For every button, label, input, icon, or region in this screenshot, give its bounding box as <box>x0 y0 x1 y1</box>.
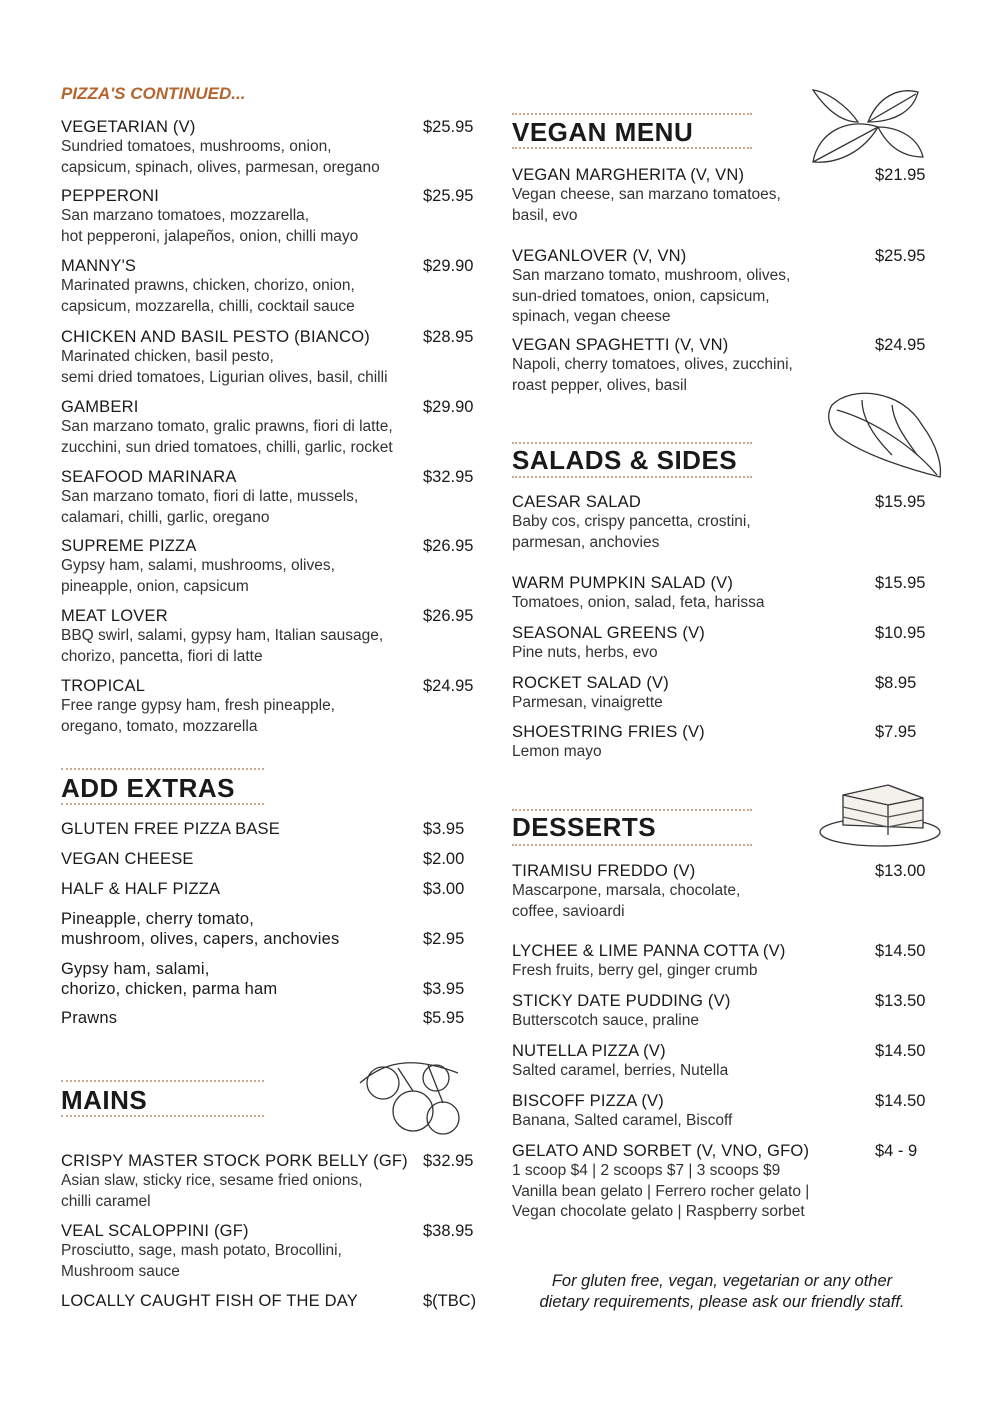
item-name: VEGAN CHEESE <box>61 850 194 868</box>
item-description: San marzano tomato, mushroom, olives, <box>512 267 791 284</box>
item-price: $25.95 <box>423 187 474 205</box>
item-name: HALF & HALF PIZZA <box>61 880 221 898</box>
item-price: $25.95 <box>423 118 474 136</box>
item-name: SEAFOOD MARINARA <box>61 468 237 486</box>
menu-item <box>61 819 481 839</box>
item-price: $24.95 <box>423 677 474 695</box>
item-name: CRISPY MASTER STOCK PORK BELLY (GF) <box>61 1152 408 1170</box>
item-name: Pineapple, cherry tomato, <box>61 910 255 928</box>
menu-item <box>61 327 481 388</box>
item-description: San marzano tomato, fiori di latte, mussels, <box>61 488 359 505</box>
item-name: GELATO AND SORBET (V, VNO, GFO) <box>512 1142 810 1160</box>
item-name: Gypsy ham, salami, <box>61 960 210 978</box>
menu-item <box>61 186 481 247</box>
item-description: roast pepper, olives, basil <box>512 376 687 394</box>
menu-item <box>512 941 932 982</box>
item-price: $15.95 <box>875 574 926 592</box>
item-price: $7.95 <box>875 723 917 741</box>
divider <box>61 803 264 805</box>
menu-item <box>61 467 481 528</box>
item-price: $4 - 9 <box>875 1142 918 1160</box>
menu-item <box>512 1041 932 1082</box>
menu-item <box>61 536 481 597</box>
menu-item <box>512 165 932 226</box>
pizzas-continued-heading: PIZZA'S CONTINUED... <box>61 84 246 103</box>
item-name: LOCALLY CAUGHT FISH OF THE DAY <box>61 1292 358 1310</box>
divider <box>512 147 752 149</box>
item-description: San marzano tomatoes, mozzarella, <box>61 207 310 224</box>
item-price: $13.50 <box>875 992 926 1010</box>
item-name: VEGAN SPAGHETTI (V, VN) <box>512 336 729 354</box>
menu-item <box>61 1291 481 1311</box>
item-price: $24.95 <box>875 336 926 354</box>
item-description: Gypsy ham, salami, mushrooms, olives, <box>61 557 335 574</box>
menu-item <box>512 335 932 396</box>
item-price: $29.90 <box>423 257 474 275</box>
tiramisu-illustration <box>818 780 946 850</box>
item-name: SUPREME PIZZA <box>61 537 197 555</box>
item-description: Prosciutto, sage, mash potato, Brocollini, <box>61 1242 342 1259</box>
item-description: Vanilla bean gelato | Ferrero rocher gelato | <box>512 1182 810 1200</box>
item-description: calamari, chilli, garlic, oregano <box>61 508 270 526</box>
item-description: capsicum, mozzarella, chilli, cocktail sauce <box>61 297 355 315</box>
item-description: Free range gypsy ham, fresh pineapple, <box>61 697 335 714</box>
item-description: capsicum, spinach, olives, parmesan, oregano <box>61 158 380 176</box>
item-price: $14.50 <box>875 942 926 960</box>
mains-heading: MAINS <box>61 1085 148 1115</box>
menu-item <box>61 397 481 458</box>
item-name: CHICKEN AND BASIL PESTO (BIANCO) <box>61 328 370 346</box>
item-price: $15.95 <box>875 493 926 511</box>
menu-item <box>61 959 481 999</box>
item-name: STICKY DATE PUDDING (V) <box>512 992 731 1010</box>
item-description: zucchini, sun dried tomatoes, chilli, garlic, rocket <box>61 438 393 456</box>
item-price: $26.95 <box>423 607 474 625</box>
item-name: chorizo, chicken, parma ham <box>61 980 278 998</box>
item-description: Baby cos, crispy pancetta, crostini, <box>512 513 751 530</box>
basil-leaf-illustration <box>808 82 928 167</box>
item-description: Fresh fruits, berry gel, ginger crumb <box>512 962 758 979</box>
dietary-note-line: dietary requirements, please ask our friendly staff. <box>539 1292 905 1311</box>
item-name: MANNY'S <box>61 257 137 275</box>
item-description: chilli caramel <box>61 1192 151 1210</box>
item-description: Napoli, cherry tomatoes, olives, zucchini, <box>512 356 793 373</box>
item-description: parmesan, anchovies <box>512 533 660 551</box>
menu-item <box>512 623 932 664</box>
item-price: $3.95 <box>423 820 465 838</box>
item-price: $38.95 <box>423 1222 474 1240</box>
item-name: GLUTEN FREE PIZZA BASE <box>61 820 280 838</box>
item-name: TIRAMISU FREDDO (V) <box>512 862 696 880</box>
lettuce-illustration <box>822 385 947 480</box>
item-name: CAESAR SALAD <box>512 493 641 511</box>
item-price: $(TBC) <box>423 1292 477 1310</box>
item-description: Butterscotch sauce, praline <box>512 1012 699 1029</box>
item-description: Salted caramel, berries, Nutella <box>512 1062 729 1079</box>
item-name: ROCKET SALAD (V) <box>512 674 669 692</box>
dietary-note <box>512 1271 932 1312</box>
menu-item <box>61 1008 481 1028</box>
menu-item <box>512 246 932 328</box>
item-price: $13.00 <box>875 862 926 880</box>
item-description: coffee, savioardi <box>512 902 625 920</box>
vegan-menu-heading: VEGAN MENU <box>512 117 694 147</box>
item-description: Pine nuts, herbs, evo <box>512 644 658 661</box>
item-name: PEPPERONI <box>61 187 160 205</box>
item-description: oregano, tomato, mozzarella <box>61 717 258 735</box>
item-description: Parmesan, vinaigrette <box>512 694 663 711</box>
item-name: VEGAN MARGHERITA (V, VN) <box>512 166 745 184</box>
item-description: chorizo, pancetta, fiori di latte <box>61 647 263 665</box>
item-description: pineapple, onion, capsicum <box>61 577 249 595</box>
item-name: TROPICAL <box>61 677 146 695</box>
item-price: $32.95 <box>423 468 474 486</box>
item-name: mushroom, olives, capers, anchovies <box>61 930 340 948</box>
menu-item <box>512 1141 932 1223</box>
item-price: $26.95 <box>423 537 474 555</box>
item-price: $29.90 <box>423 398 474 416</box>
menu-item <box>512 573 932 614</box>
item-price: $21.95 <box>875 166 926 184</box>
item-description: hot pepperoni, jalapeños, onion, chilli mayo <box>61 227 359 245</box>
cherry-tomatoes-illustration <box>358 1053 463 1143</box>
dietary-note-line: For gluten free, vegan, vegetarian or any other <box>551 1272 893 1290</box>
item-price: $10.95 <box>875 624 926 642</box>
menu-item <box>512 861 932 922</box>
item-price: $14.50 <box>875 1042 926 1060</box>
item-name: BISCOFF PIZZA (V) <box>512 1092 664 1110</box>
item-name: VEGANLOVER (V, VN) <box>512 247 687 265</box>
divider <box>61 1115 264 1117</box>
item-price: $2.00 <box>423 850 465 868</box>
divider <box>512 809 752 811</box>
item-description: Vegan chocolate gelato | Raspberry sorbet <box>512 1203 805 1220</box>
item-price: $14.50 <box>875 1092 926 1110</box>
menu-item <box>61 256 481 317</box>
item-description: Lemon mayo <box>512 743 602 760</box>
item-price: $8.95 <box>875 674 917 692</box>
menu-item <box>512 673 932 714</box>
divider <box>512 113 752 115</box>
item-price: $3.00 <box>423 880 465 898</box>
menu-item <box>512 991 932 1032</box>
item-description: Marinated prawns, chicken, chorizo, onion, <box>61 277 355 294</box>
menu-item <box>61 1151 481 1212</box>
menu-item <box>61 879 481 899</box>
item-name: MEAT LOVER <box>61 607 168 625</box>
desserts-heading: DESSERTS <box>512 812 657 842</box>
item-name: WARM PUMPKIN SALAD (V) <box>512 574 734 592</box>
item-name: VEGETARIAN (V) <box>61 118 196 136</box>
item-name: SHOESTRING FRIES (V) <box>512 723 705 741</box>
item-description: Mushroom sauce <box>61 1262 180 1280</box>
item-price: $28.95 <box>423 328 474 346</box>
add-extras-heading: ADD EXTRAS <box>61 773 236 803</box>
menu-item <box>512 492 932 553</box>
item-price: $3.95 <box>423 980 465 998</box>
item-description: Mascarpone, marsala, chocolate, <box>512 882 741 899</box>
divider <box>61 1080 264 1082</box>
divider <box>512 844 752 846</box>
item-name: VEAL SCALOPPINI (GF) <box>61 1222 249 1240</box>
item-price: $32.95 <box>423 1152 474 1170</box>
menu-item <box>61 909 481 949</box>
menu-item <box>512 1091 932 1132</box>
item-name: LYCHEE & LIME PANNA COTTA (V) <box>512 942 786 960</box>
item-description: Sundried tomatoes, mushrooms, onion, <box>61 138 332 155</box>
item-description: sun-dried tomatoes, onion, capsicum, <box>512 287 770 305</box>
item-description: semi dried tomatoes, Ligurian olives, basil, chilli <box>61 368 388 386</box>
item-name: NUTELLA PIZZA (V) <box>512 1042 666 1060</box>
salads-sides-heading: SALADS & SIDES <box>512 445 738 475</box>
item-price: $25.95 <box>875 247 926 265</box>
divider <box>512 442 752 444</box>
item-description: Vegan cheese, san marzano tomatoes, <box>512 186 781 203</box>
item-description: basil, evo <box>512 206 578 224</box>
divider <box>61 768 264 770</box>
menu-item <box>61 849 481 869</box>
item-description: 1 scoop $4 | 2 scoops $7 | 3 scoops $9 <box>512 1162 781 1179</box>
item-price: $5.95 <box>423 1009 465 1027</box>
item-name: Prawns <box>61 1009 118 1027</box>
item-description: Marinated chicken, basil pesto, <box>61 348 274 365</box>
item-price: $2.95 <box>423 930 465 948</box>
item-description: BBQ swirl, salami, gypsy ham, Italian sausage, <box>61 627 384 644</box>
item-name: SEASONAL GREENS (V) <box>512 624 705 642</box>
item-description: Asian slaw, sticky rice, sesame fried onions, <box>61 1172 363 1189</box>
divider <box>512 476 752 478</box>
menu-item <box>512 722 932 763</box>
item-description: San marzano tomato, gralic prawns, fiori di latte, <box>61 418 393 435</box>
item-description: spinach, vegan cheese <box>512 308 671 325</box>
item-name: GAMBERI <box>61 398 139 416</box>
item-description: Banana, Salted caramel, Biscoff <box>512 1112 733 1129</box>
menu-item <box>61 676 481 737</box>
item-description: Tomatoes, onion, salad, feta, harissa <box>512 594 765 611</box>
menu-item <box>61 117 481 178</box>
menu-item <box>61 1221 481 1282</box>
menu-item <box>61 606 481 667</box>
